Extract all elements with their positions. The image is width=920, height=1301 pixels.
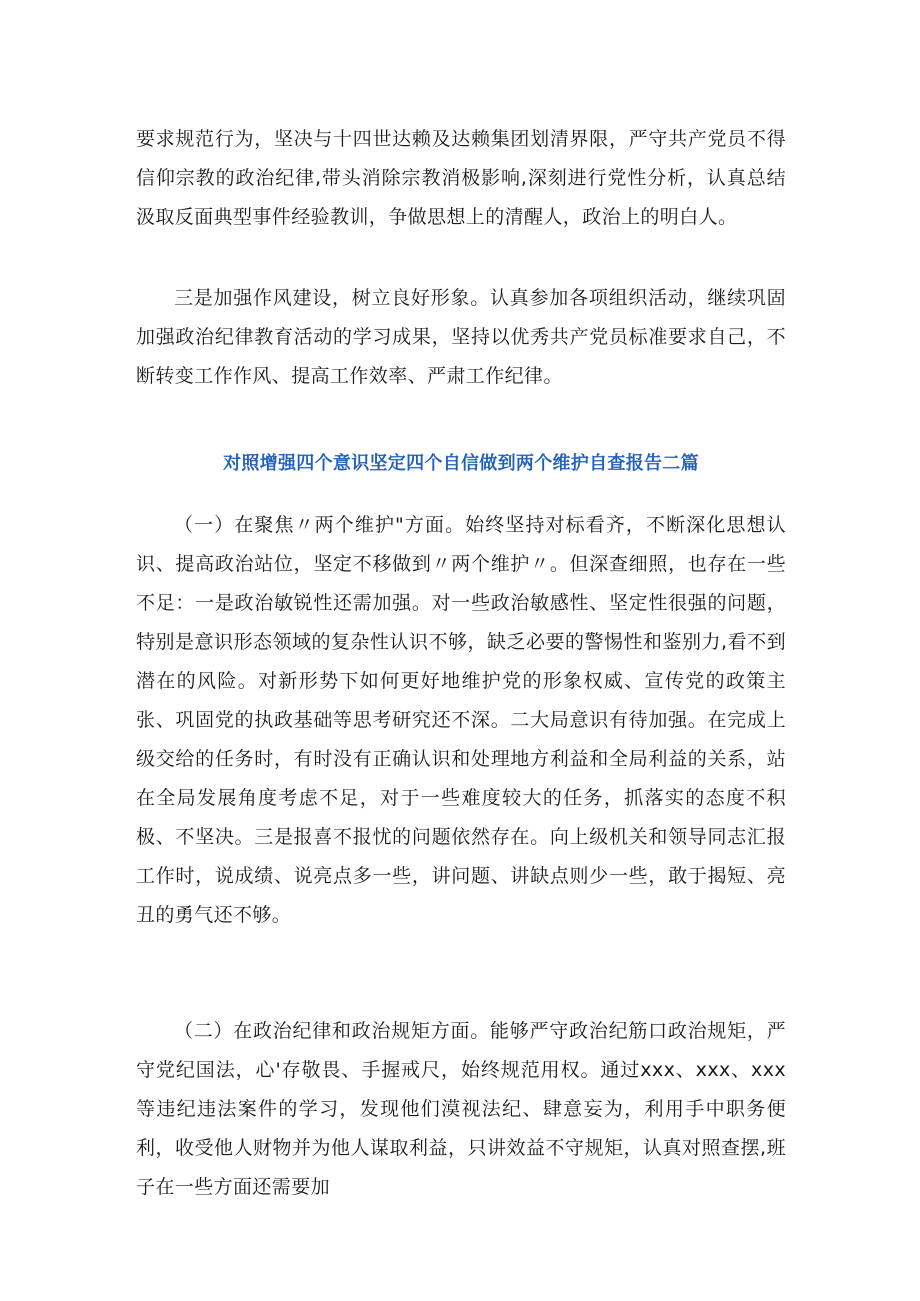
paragraph-political-discipline: （二）在政治纪律和政治规矩方面。能够严守政治纪筋口政治规矩，严守党纪国法，心'存敬畏、手握戒尺，始终规范用权。通过xxx、xxx、xxx等违纪违法案件的学习，发现他们漠视法纪、肆意妄为，利用手中职务便利，收受他人财物并为他人谋取利益，只讲效益不守规矩，认真对照查摆,班子在一些方面还需要加 xyxy=(136,1020,786,1198)
paragraph-two-maintenances: （一）在聚焦〃两个维护"方面。始终坚持对标看齐，不断深化思想认识、提高政治站位，坚定不移做到〃两个维护〃。但深查细照，也存在一些不足：一是政治敏锐性还需加强。对一些政治敏感性、坚定性很强的问题，特别是意识形态领域的复杂性认识不够，缺乏必要的警惕性和鉴别力,看不到潜在的风险。对新形势下如何更好地维护党的形象权威、宣传党的政策主张、巩固党的执政基础等思考研究还不深。二大局意识有待加强。在完成上级交给的任务时，有时没有正确认识和处理地方利益和全局利益的关系，站在全局发展角度考虑不足，对于一些难度较大的任务，抓落实的态度不积极、不坚决。三是报喜不报忧的问题依然存在。向上级机关和领导同志汇报工作时，说成绩、说亮点多一些，讲问题、讲缺点则少一些，敢于揭短、亮丑的勇气还不够。 xyxy=(136,514,786,926)
paragraph-style-building: 三是加强作风建设，树立良好形象。认真参加各项组织活动，继续巩固加强政治纪律教育活动的学习成果，坚持以优秀共产党员标准要求自己，不断转变工作作风、提高工作效率、严肃工作纪律。 xyxy=(136,287,786,387)
paragraph-continuation: 要求规范行为，坚决与十四世达赖及达赖集团划清界限，严守共产党员不得信仰宗教的政治纪律,带头消除宗教消极影响,深刻进行党性分析，认真总结汲取反面典型事件经验教训，争做思想上的清醒人，政治上的明白人。 xyxy=(136,128,786,228)
section-heading: 对照增强四个意识坚定四个自信做到两个维护自查报告二篇 xyxy=(223,453,699,474)
